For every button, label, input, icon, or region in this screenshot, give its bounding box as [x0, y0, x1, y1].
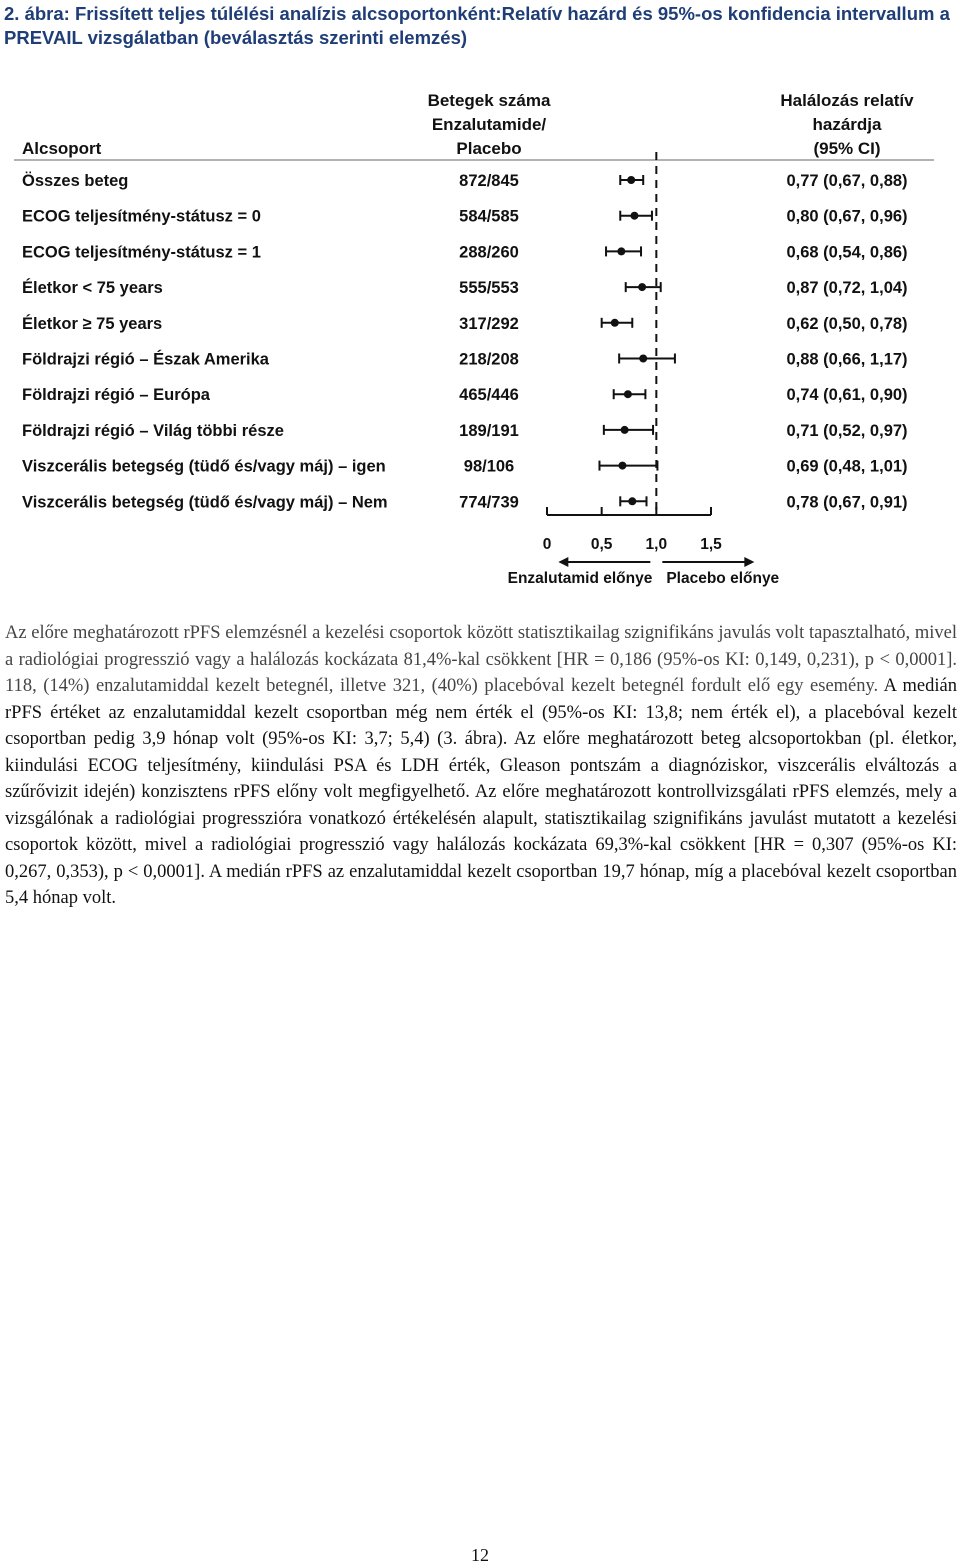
subgroup-label: Életkor ≥ 75 years	[22, 314, 163, 333]
subgroup-label: Összes beteg	[22, 172, 129, 190]
hazard-ratio-text: 0,77 (0,67, 0,88)	[786, 172, 908, 190]
forest-plot	[0, 80, 960, 590]
hazard-point	[624, 390, 632, 398]
patient-count: 584/585	[459, 207, 519, 226]
favors-left-label: Enzalutamid előnye	[507, 570, 653, 587]
hazard-ratio-text: 0,88 (0,66, 1,17)	[786, 350, 908, 369]
patient-count: 218/208	[459, 350, 519, 369]
hazard-ratio-text: 0,87 (0,72, 1,04)	[786, 279, 908, 298]
patient-count: 465/446	[459, 386, 519, 405]
x-tick-label: 0	[542, 536, 552, 553]
col-header-patients-3: Placebo	[456, 139, 522, 158]
hazard-point	[639, 355, 647, 363]
subgroup-label: ECOG teljesítmény-státusz = 1	[22, 243, 261, 262]
hazard-point	[627, 176, 635, 184]
patient-count: 288/260	[459, 243, 519, 262]
hazard-ratio-text: 0,80 (0,67, 0,96)	[786, 207, 908, 226]
subgroup-label: ECOG teljesítmény-státusz = 0	[22, 207, 261, 226]
hazard-point	[618, 462, 626, 470]
hazard-point	[628, 497, 636, 505]
subgroup-label: Viszcerális betegség (tüdő és/vagy máj) – Nem	[22, 493, 388, 512]
hazard-ratio-text: 0,71 (0,52, 0,97)	[786, 421, 908, 440]
hazard-ratio-text: 0,78 (0,67, 0,91)	[786, 493, 908, 512]
x-tick-label: 0,5	[590, 536, 613, 553]
patient-count: 189/191	[459, 421, 519, 440]
hazard-point	[617, 247, 625, 255]
body-text-part-2: A medián rPFS értéket az enzalutamiddal kezelt csoportban még nem érték el (95%-os KI: 13,8; nem érték el), a placebóval kezelt csoportban pedig 3,9 hónap volt (95%-os KI: 3,7; 5,4) (3. ábra). Az előre meghatározott beteg alcsoportokban (pl. életkor, kiindulási ECOG teljesítmény, kiindulási PSA és LDH érték, Gleason pontszám a diagnóziskor, viszcerális elváltozás a szűrővizit idején) konzisztens rPFS előny volt megfigyelhető. Az előre meghatározott kontrollvizsgálati rPFS elemzés, mely a vizsgálónak a radiológiai progresszióra vonatkozó értékelésén alapult, statisztikailag szignifikáns javulást mutatott a kezelési csoportok között, mivel a radiológiai progresszió vagy halálozás kockázata 69,3%-kal csökkent [HR = 0,307 (95%-os KI: 0,267, 0,353), p < 0,0001]. A medián rPFS az enzalutamiddal kezelt csoportban 19,7 hónap, míg a placebóval kezelt csoportban 5,4 hónap volt.	[5, 676, 957, 908]
subgroup-label: Földrajzi régió – Észak Amerika	[22, 350, 269, 369]
col-header-hazard-2: hazárdja	[812, 115, 882, 134]
body-text-part-1: Az előre meghatározott rPFS elemzésnél a kezelési csoportok között statisztikailag szignifikáns javulás volt tapasztalható, mivel a radiológiai progresszió vagy a halálozás kockázata 81,4%-kal csökkent [HR = 0,186 (95%-os KI: 0,149, 0,231), p < 0,0001]. 118, (14%) enzalutamiddal kezelt betegnél, illetve 321, (40%) placebóval kezelt betegnél fordult elő egy esemény.	[5, 623, 957, 696]
favors-left-arrowhead	[558, 557, 568, 567]
subgroup-label: Viszcerális betegség (tüdő és/vagy máj) – igen	[22, 457, 386, 476]
x-tick-label: 1,5	[700, 536, 722, 553]
col-header-subgroup: Alcsoport	[22, 139, 102, 158]
favors-right-label: Placebo előnye	[666, 570, 780, 587]
col-header-hazard-3: (95% CI)	[813, 139, 881, 158]
hazard-point	[630, 212, 638, 220]
col-header-hazard-1: Halálozás relatív	[780, 91, 914, 110]
hazard-point	[611, 319, 619, 327]
patient-count: 317/292	[459, 314, 519, 333]
patient-count: 555/553	[459, 279, 519, 298]
patient-count: 774/739	[459, 493, 519, 512]
favors-right-arrowhead	[744, 557, 754, 567]
patient-count: 872/845	[459, 172, 519, 190]
hazard-ratio-text: 0,74 (0,61, 0,90)	[786, 386, 908, 405]
patient-count: 98/106	[463, 457, 515, 476]
hazard-point	[621, 426, 629, 434]
hazard-ratio-text: 0,62 (0,50, 0,78)	[786, 314, 908, 333]
figure-heading: 2. ábra: Frissített teljes túlélési analízis alcsoportonként:Relatív hazárd és 95%-os konfidencia intervallum a PREVAIL vizsgálatban (beválasztás szerinti elemzés)	[4, 3, 950, 48]
hazard-ratio-text: 0,69 (0,48, 1,01)	[786, 457, 908, 476]
col-header-patients-2: Enzalutamide/	[431, 115, 547, 134]
subgroup-label: Földrajzi régió – Világ többi része	[22, 421, 284, 440]
body-paragraph	[5, 620, 957, 912]
page-number: 12	[471, 1545, 489, 1565]
subgroup-label: Életkor < 75 years	[22, 279, 163, 298]
col-header-patients-1: Betegek száma	[427, 91, 551, 110]
hazard-ratio-text: 0,68 (0,54, 0,86)	[786, 243, 908, 262]
hazard-point	[638, 283, 646, 291]
subgroup-label: Földrajzi régió – Európa	[22, 386, 210, 405]
x-tick-label: 1,0	[645, 536, 668, 553]
